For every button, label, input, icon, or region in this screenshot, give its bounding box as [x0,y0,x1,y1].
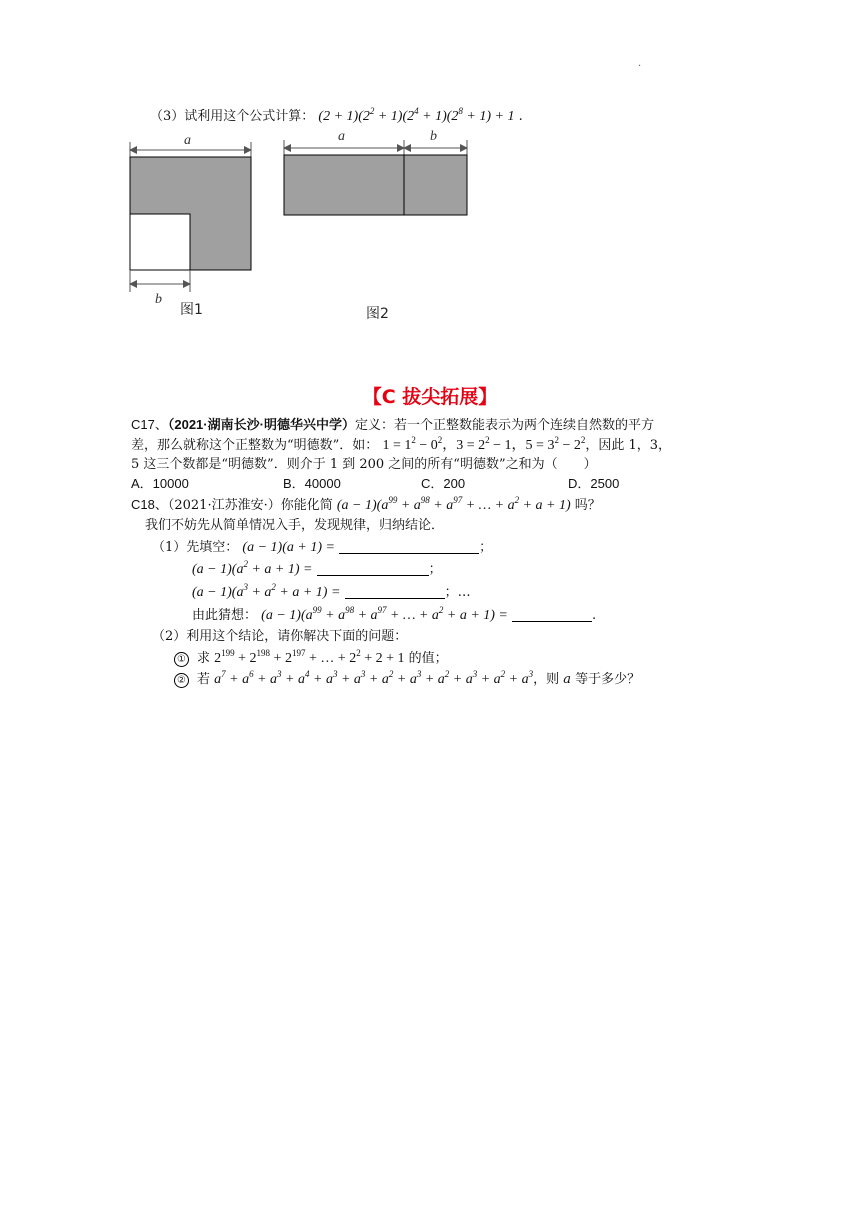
fill2-answer-blank[interactable] [317,561,429,576]
item2-number: ② [174,673,189,688]
c18-line2: 我们不妨先从简单情况入手，发现规律，归纳结论． [145,518,445,533]
guess-label: 由此猜想： [192,608,258,623]
c17-source: （2021·湖南长沙·明德华兴中学） [167,417,355,432]
c17-option-b[interactable]: B．40000 [283,476,341,491]
fig1-caption: 图1 [180,302,203,318]
c18-line1 [131,496,601,515]
c18-guess-row [192,607,596,625]
fill1-answer-blank[interactable] [339,539,479,554]
item2-pre: 若 [197,672,215,687]
guess-expression: $(a - 1)(a^{99} + a^{98} + a^{97}$ + … + $a^2 + a + 1$) = [261,605,508,623]
c17-text2: 差，那么就称这个正整数为“明德数”．如： [131,438,379,453]
item1-number: ① [174,652,189,667]
c18-expression: $(a - 1)(a^{99} + a^{98} + a^{97}$ + … + $a^2 + a + 1$) [336,495,571,513]
fig2-label-a: a [338,129,345,144]
fig2-caption: 图2 [366,306,389,322]
c17-option-a[interactable]: A．10000 [131,476,189,491]
header-mark: . [638,58,642,69]
c17-line3 [131,456,597,474]
c18-part1-row2 [192,561,442,579]
fill1-expression: (a − 1)(a + 1) = [242,540,335,555]
c18-item2 [174,671,640,689]
guess-answer-blank[interactable] [512,607,592,622]
q3-expression: $(2 + 1)(2^2 + 1)(2^4 + 1)(2^8 + 1) + 1$ [318,106,515,124]
c17-option-c[interactable]: C．200 [421,476,466,491]
c18-part1-row3 [192,584,471,602]
c18-tail: 吗？ [570,498,601,513]
q3-line [150,108,523,126]
section-title: 【C 拔尖拓展】 [362,386,498,408]
q3-label: （3）试利用这个公式计算： [150,109,315,124]
fill3-answer-blank[interactable] [345,584,445,599]
item2-post: ，则 a 等于多少？ [533,672,641,687]
c17-text1: 定义：若一个正整数能表示为两个连续自然数的平方 [354,418,654,433]
item1-post: 的值； [404,651,448,666]
c17-line1 [131,416,654,435]
figure-2 [284,129,467,322]
fill3-tail: ；… [444,585,471,600]
item1-pre: 求 [197,651,215,666]
fill2-expression: $(a - 1)(a^2 + a + 1)$ = [192,559,313,577]
item2-expression: $a^7 + a^6 + a^3 + a^4 + a^3 + a^3 + a^2 + a^3 + a^2 + a^3 + a^2 + a^3$ [214,669,534,687]
c17-examples: $1 = 1^2 - 0^2$，$3 = 2^2 - 1$，$5 = 3^2 - 2^2$ [382,435,586,453]
c17-line2 [131,437,671,455]
fig2-label-b: b [430,129,437,144]
c17-option-d[interactable]: D．2500 [568,476,620,491]
fill3-expression: $(a - 1)(a^3 + a^2 + a + 1)$ = [192,582,341,600]
fig1-label-a: a [184,133,191,148]
c18-part2-label: （2）利用这个结论，请你解决下面的问题： [152,629,408,644]
fill2-semicolon: ； [428,562,442,577]
q3-end: . [518,109,523,124]
fig1-label-b: b [155,292,162,307]
c18-id: C18、 [131,497,168,512]
c17-text3: 5 这三个数都是“明德数”．则介于 1 到 200 之间的所有“明德数”之和为（ ） [131,457,597,472]
c17-text2-tail: ，因此 1，3， [585,438,672,453]
figure-1 [130,133,251,318]
c18-item1 [174,650,448,668]
figures-svg [120,128,500,328]
fill1-semicolon: ； [479,540,493,555]
c18-source: （2021·江苏淮安·）你能化简 [167,498,333,513]
c17-id: C17、 [131,417,168,432]
c18-part1-label: （1）先填空： [152,540,239,555]
guess-period: . [592,608,597,623]
c18-part1-row1 [152,539,492,557]
item1-expression: $2^{199} + 2^{198} + 2^{197}$ + … + $2^2 + 2 + 1$ [214,648,405,666]
